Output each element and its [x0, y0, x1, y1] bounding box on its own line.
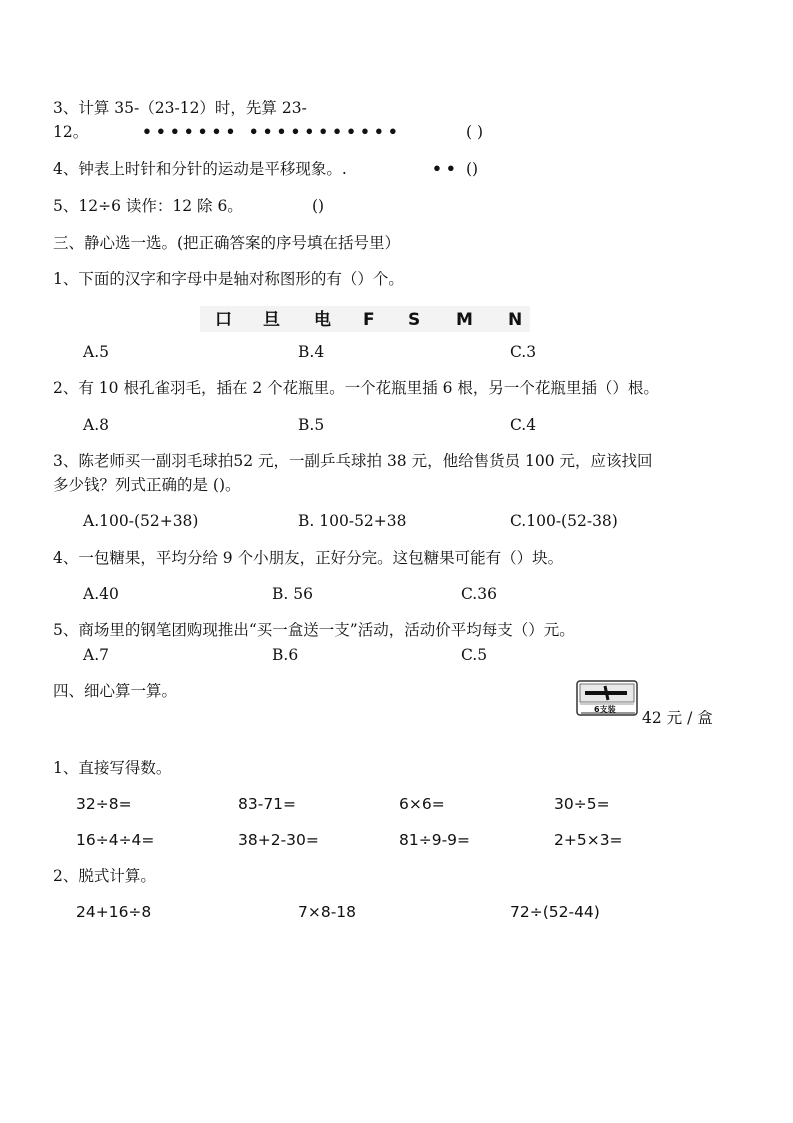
s3-q4-option-a[interactable]: A.40 — [83, 585, 119, 603]
s3-q1-text: 1、下面的汉字和字母中是轴对称图形的有（）个。 — [53, 270, 404, 288]
section3-title: 三、静心选一选。(把正确答案的序号填在括号里） — [53, 234, 401, 252]
judge-q5-answer-paren[interactable]: () — [312, 197, 325, 215]
calc-2-3[interactable]: 81÷9-9= — [399, 831, 471, 849]
s4-sub2: 2、脱式计算。 — [53, 867, 156, 885]
judge-q3-line2: 12。 — [53, 123, 89, 141]
s3-q3-option-b[interactable]: B. 100-52+38 — [298, 512, 407, 530]
s3-q4-option-b[interactable]: B. 56 — [272, 585, 313, 603]
glyph-f: F — [363, 310, 375, 330]
step-calc-3[interactable]: 72÷(52-44) — [510, 903, 600, 921]
s3-q1-option-b[interactable]: B.4 — [298, 343, 325, 361]
s3-q2-option-c[interactable]: C.4 — [510, 416, 537, 434]
s3-q5-option-a[interactable]: A.7 — [83, 646, 109, 664]
pen-box-icon — [575, 677, 641, 719]
s3-q3-option-a[interactable]: A.100-(52+38) — [83, 512, 199, 530]
s3-q2-option-a[interactable]: A.8 — [83, 416, 109, 434]
s3-q2-option-b[interactable]: B.5 — [298, 416, 325, 434]
judge-q3-answer-paren[interactable]: ( ) — [466, 123, 484, 141]
judge-q4-answer-paren[interactable]: () — [466, 160, 479, 178]
s3-q5-option-b[interactable]: B.6 — [272, 646, 299, 664]
calc-2-4[interactable]: 2+5×3= — [554, 831, 623, 849]
price-label: 42 元 / 盒 — [642, 709, 713, 727]
box-label: 6支装 — [594, 705, 616, 714]
s3-q4-text: 4、一包糖果，平均分给 9 个小朋友，正好分完。这包糖果可能有（）块。 — [53, 549, 564, 567]
s4-sub1: 1、直接写得数。 — [53, 759, 172, 777]
s3-q1-option-a[interactable]: A.5 — [83, 343, 109, 361]
s3-q4-option-c[interactable]: C.36 — [461, 585, 497, 603]
glyph-m: M — [456, 310, 473, 330]
judge-q4-text: 4、钟表上时针和分针的运动是平移现象。. — [53, 160, 347, 178]
calc-1-1[interactable]: 32÷8= — [76, 795, 132, 813]
glyph-kou: 口 — [215, 310, 232, 330]
s3-q3-option-c[interactable]: C.100-(52-38) — [510, 512, 618, 530]
section4-title: 四、细心算一算。 — [53, 682, 178, 700]
judge-q4-dots: •• — [432, 159, 460, 178]
glyph-dan: 旦 — [263, 310, 280, 330]
s3-q1-option-c[interactable]: C.3 — [510, 343, 537, 361]
s3-q5-text: 5、商场里的钢笔团购现推出“买一盒送一支”活动，活动价平均每支（）元。 — [53, 621, 575, 639]
s3-q3-text-line2: 多少钱？列式正确的是 ()。 — [53, 476, 241, 494]
judge-q5-text: 5、12÷6 读作：12 除 6。 — [53, 197, 243, 215]
glyph-s: S — [408, 310, 421, 330]
calc-1-3[interactable]: 6×6= — [399, 795, 445, 813]
calc-1-2[interactable]: 83-71= — [238, 795, 297, 813]
s3-q2-text: 2、有 10 根孔雀羽毛，插在 2 个花瓶里。一个花瓶里插 6 根，另一个花瓶里插（）根。 — [53, 379, 659, 397]
step-calc-2[interactable]: 7×8-18 — [298, 903, 357, 921]
s3-q5-option-c[interactable]: C.5 — [461, 646, 488, 664]
judge-q3-dots: ••••••• ••••••••••• — [142, 122, 402, 141]
glyph-dian: 电 — [314, 310, 331, 330]
calc-2-2[interactable]: 38+2-30= — [238, 831, 319, 849]
s3-q3-text-line1: 3、陈老师买一副羽毛球拍52 元，一副乒乓球拍 38 元，他给售货员 100 元，应该找回 — [53, 452, 653, 470]
step-calc-1[interactable]: 24+16÷8 — [76, 903, 152, 921]
glyph-n: N — [508, 310, 523, 330]
judge-q3-line1: 3、计算 35-（23-12）时，先算 23- — [53, 99, 307, 117]
calc-2-1[interactable]: 16÷4÷4= — [76, 831, 155, 849]
calc-1-4[interactable]: 30÷5= — [554, 795, 610, 813]
